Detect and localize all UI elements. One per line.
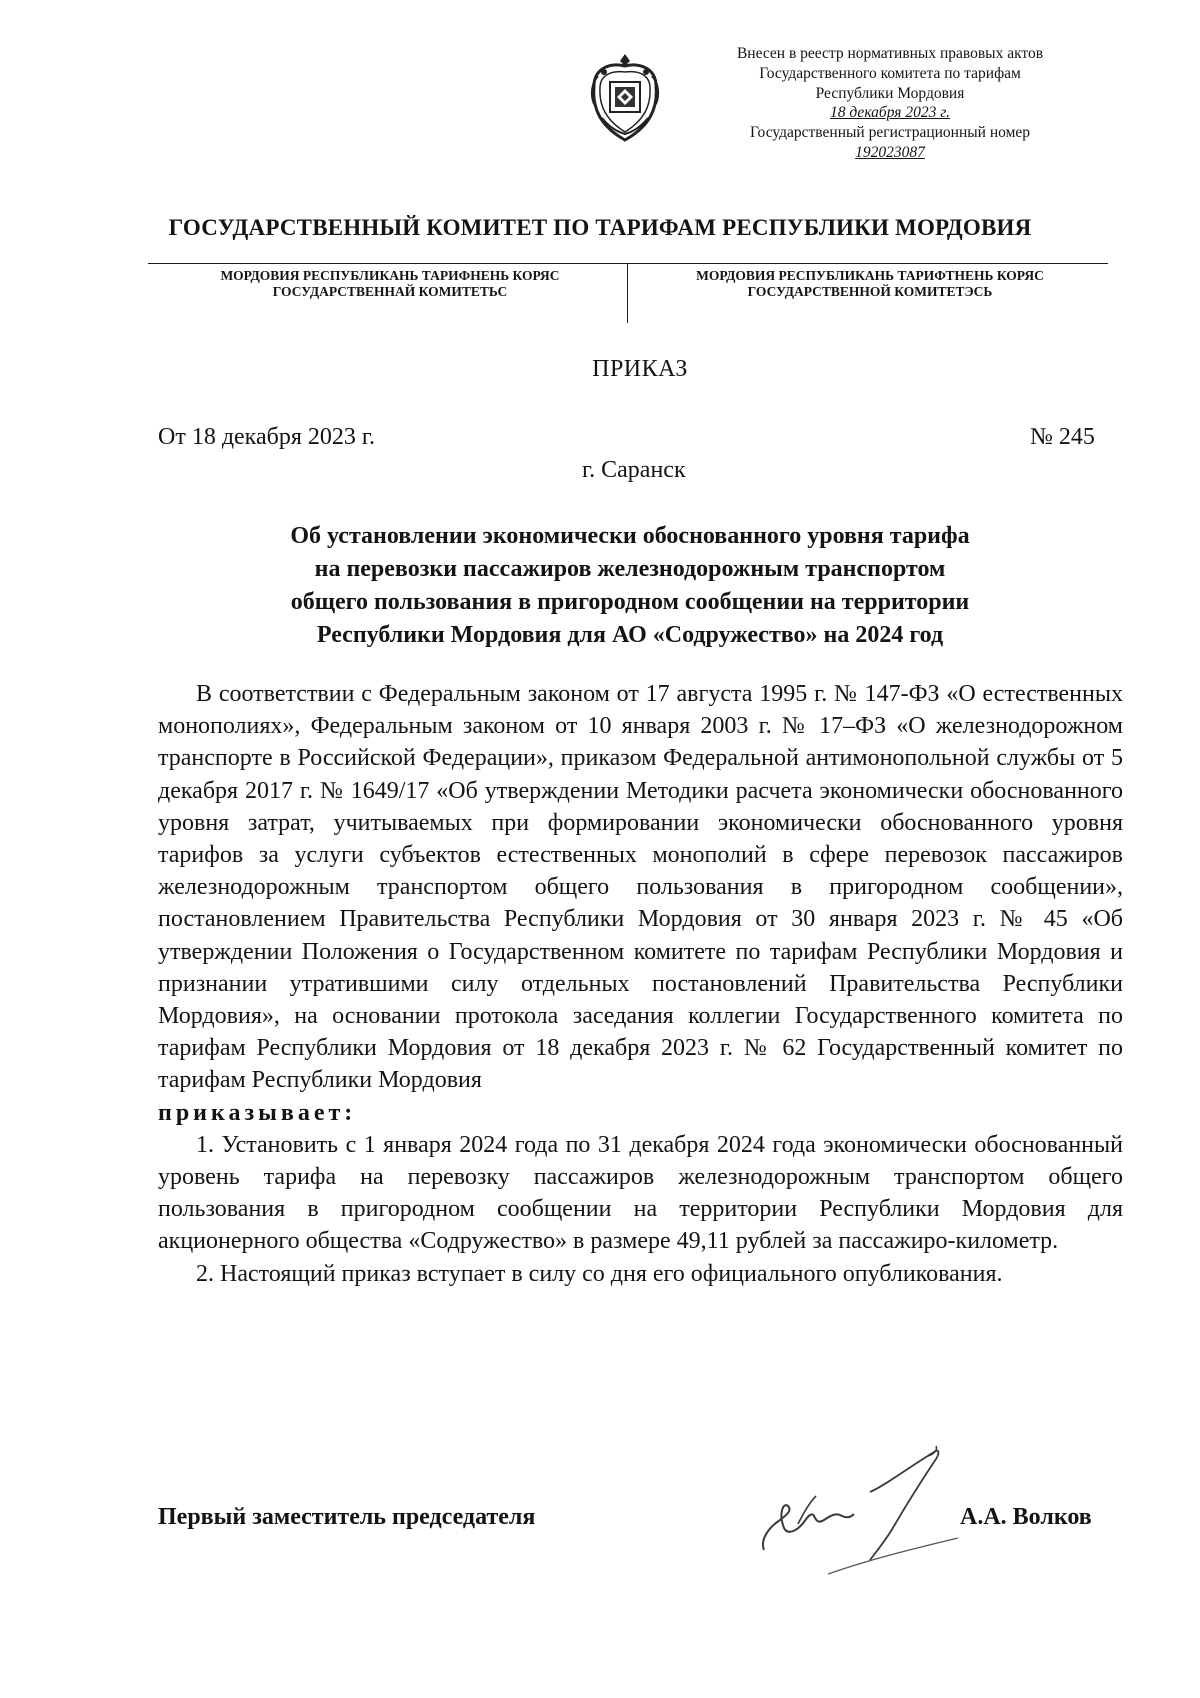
registry-line-1: Внесен в реестр нормативных правовых актов bbox=[736, 45, 1044, 62]
registry-line-3: Республики Мордовия bbox=[815, 84, 965, 102]
committee-name-erzya bbox=[640, 268, 1100, 300]
registry-date: 18 декабря 2023 г. bbox=[830, 104, 950, 122]
registry-line-5: Государственный регистрационный номер bbox=[749, 124, 1031, 142]
moksha-line-2: ГОСУДАРСТВЕННАЙ КОМИТЕТЬС bbox=[272, 284, 508, 299]
order-date: От 18 декабря 2023 г. bbox=[158, 424, 376, 450]
moksha-line-1: МОРДОВИЯ РЕСПУБЛИКАНЬ ТАРИФНЕНЬ КОРЯС bbox=[220, 268, 560, 283]
order-number: № 245 bbox=[1030, 424, 1095, 450]
subject-line-2: на перевозки пассажиров железнодорожным транспортом bbox=[314, 556, 946, 582]
erzya-line-1: МОРДОВИЯ РЕСПУБЛИКАНЬ ТАРИФТНЕНЬ КОРЯС bbox=[696, 268, 1044, 283]
subject-line-4: Республики Мордовия для АО «Содружество» на 2024 год bbox=[316, 622, 944, 648]
body-orders-word: приказывает: bbox=[158, 1099, 357, 1126]
registry-number: 192023087 bbox=[855, 143, 925, 161]
signer-name: А.А. Волков bbox=[960, 1504, 1092, 1530]
coat-of-arms-emblem bbox=[584, 52, 666, 144]
signer-position: Первый заместитель председателя bbox=[158, 1504, 536, 1530]
subject-line-3: общего пользования в пригородном сообщении на территории bbox=[290, 589, 970, 615]
order-subject bbox=[200, 520, 1060, 652]
registry-line-2: Государственного комитета по тарифам bbox=[759, 64, 1021, 82]
subject-line-1: Об установлении экономически обоснованного уровня тарифа bbox=[290, 523, 970, 549]
body-item-1: 1. Установить с 1 января 2024 года по 31 декабря 2024 года экономически обоснованный уровень тарифа на перевозку пассажиров железнодорожным транспортом общего пользования в пригородном сообщении на территории Республики Мордовия для акционерного общества «Содружество» в размере 49,11 рублей за пассажиро-километр. bbox=[158, 1131, 1123, 1255]
body-item-2: 2. Настоящий приказ вступает в силу со дня его официального опубликования. bbox=[196, 1260, 1003, 1287]
committee-title: ГОСУДАРСТВЕННЫЙ КОМИТЕТ ПО ТАРИФАМ РЕСПУБЛИКИ МОРДОВИЯ bbox=[168, 215, 1032, 240]
committee-name-moksha bbox=[170, 268, 610, 300]
header-divider bbox=[148, 263, 1108, 264]
order-body bbox=[158, 678, 1123, 1290]
erzya-line-2: ГОСУДАРСТВЕННОЙ КОМИТЕТЭСЬ bbox=[747, 284, 993, 299]
header-column-divider bbox=[627, 263, 628, 323]
order-city: г. Саранск bbox=[582, 457, 686, 483]
order-heading: ПРИКАЗ bbox=[592, 356, 688, 382]
body-preamble: В соответствии с Федеральным законом от 17 августа 1995 г. № 147-ФЗ «О естественных монополиях», Федеральным законом от 10 января 2003 г. № 17–ФЗ «О железнодорожном транспорте в Российской Федерации», приказом Федеральной антимонопольной службы от 5 декабря 2017 г. № 1649/17 «Об утверждении Методики расчета экономически обоснованного уровня затрат, учитываемых при формировании экономически обоснованного уровня тарифов за услуги субъектов естественных монополий в сфере перевозок пассажиров железнодорожным транспортом общего пользования в пригородном сообщении», постановлением Правительства Республики Мордовия от 30 января 2023 г. № 45 «Об утверждении Положения о Государственном комитете по тарифам Республики Мордовия и признании утратившими силу отдельных постановлений Правительства Республики Мордовия», на основании протокола заседания коллегии Государственного комитета по тарифам Республики Мордовия от 18 декабря 2023 г. № 62 Государственный комитет по тарифам Республики Мордовия bbox=[158, 681, 1123, 1094]
registry-note bbox=[700, 44, 1080, 163]
